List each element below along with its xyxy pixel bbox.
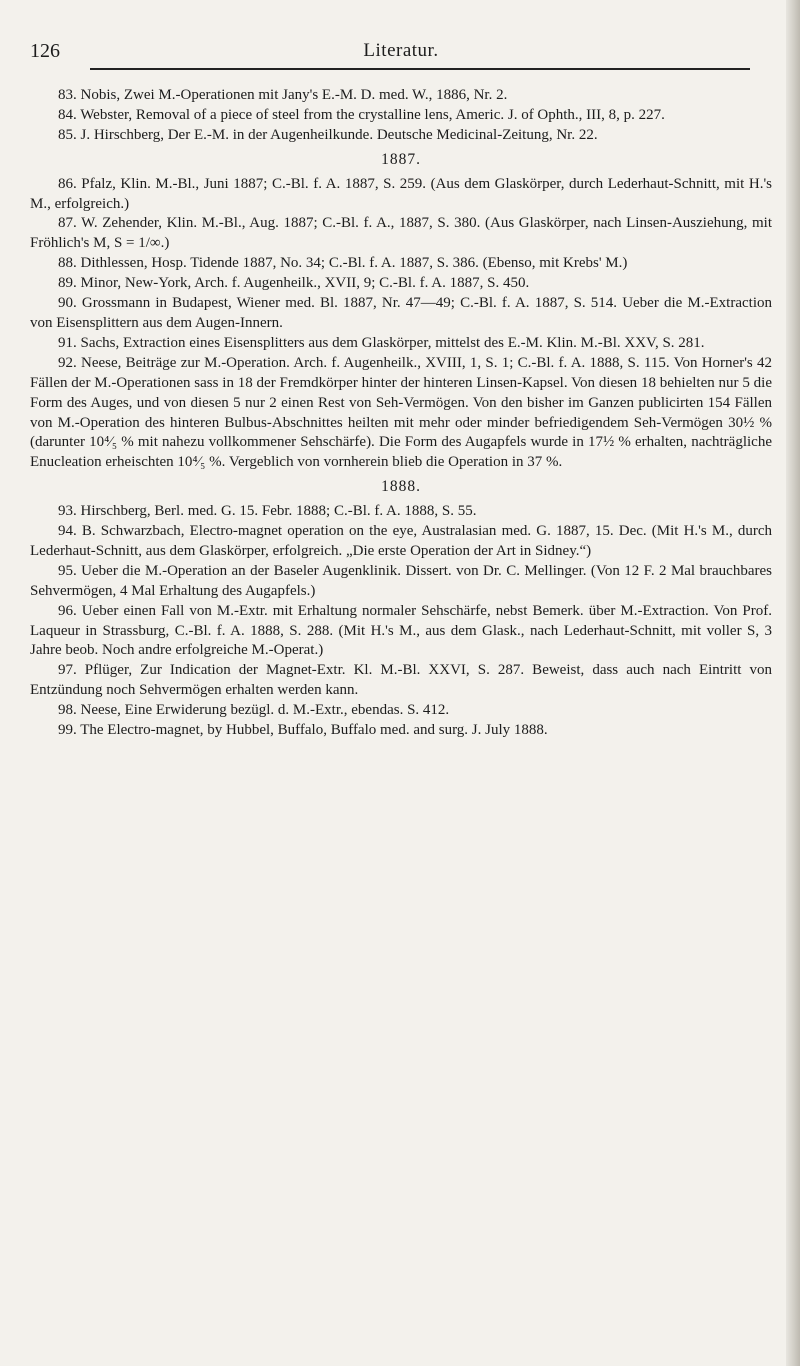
bibliography-entry: 99. The Electro-magnet, by Hubbel, Buffalo, Buffalo med. and surg. J. July 1888.	[58, 722, 548, 739]
bibliography-entry: 95. Ueber die M.-Operation an der Baseler Augenklinik. Dissert. von Dr. C. Mellinger. (Von 12 F. 2 Mal brauchbares Sehvermögen, 4 Mal Erhaltung des Augapfels.)	[30, 562, 772, 599]
bibliography-entry: 98. Neese, Eine Erwiderung bezügl. d. M.-Extr., ebendas. S. 412.	[58, 702, 450, 719]
bibliography-entry: 89. Minor, New-York, Arch. f. Augenheilk., XVII, 9; C.-Bl. f. A. 1887, S. 450.	[58, 275, 530, 292]
bibliography-entry: 97. Pflüger, Zur Indication der Magnet-Extr. Kl. M.-Bl. XXVI, S. 287. Beweist, dass auch nach Eintritt von Entzündung noch Sehvermögen erhalten werden kann.	[30, 662, 772, 699]
bibliography-entry: 84. Webster, Removal of a piece of steel from the crystalline lens, Americ. J. of Ophth., III, 8, p. 227.	[58, 106, 665, 123]
bibliography-entry: 85. J. Hirschberg, Der E.-M. in der Augenheilkunde. Deutsche Medicinal-Zeitung, Nr. 22.	[58, 126, 598, 143]
year-section	[30, 477, 772, 741]
bibliography-entry: 92. Neese, Beiträge zur M.-Operation. Arch. f. Augenheilk., XVIII, 1, S. 1; C.-Bl. f. A. 1888, S. 115. Von Horner's 42 Fällen der M.-Operationen sass in 18 der Fremdkörper hinter der hinteren Linsen-Kapsel. Von diesen 18 behielten nur 5 die Form des Auges, und von diesen 5 nur 2 einen Rest von Seh-Vermögen. Von den bisher im Ganzen publicirten 154 Fällen von M.-Operation des hinteren Bulbus-Abschnittes heilten mit mehr oder minder befriedigendem Seh-Vermögen 30½ % (darunter 10⁴⁄₅ % mit nahezu vollkommener Sehschärfe). Die Form des Augapfels wurde in 17½ % erhalten, nachträgliche Enucleation erheischten 10⁴⁄₅ %. Vergeblich von vornherein blieb die Operation in 37 %.	[30, 354, 772, 471]
header-rule	[90, 68, 750, 70]
page-edge-shadow	[786, 0, 800, 1366]
page-number: 126	[30, 40, 60, 62]
bibliography-entry: 87. W. Zehender, Klin. M.-Bl., Aug. 1887; C.-Bl. f. A., 1887, S. 380. (Aus Glaskörper, nach Linsen-Ausziehung, mit Fröhlich's M, S = 1/∞.)	[30, 215, 772, 252]
bibliography-entry: 90. Grossmann in Budapest, Wiener med. Bl. 1887, Nr. 47—49; C.-Bl. f. A. 1887, S. 514. Ueber die M.-Extraction von Eisensplittern aus dem Augen-Innern.	[30, 295, 772, 331]
year-section	[30, 86, 772, 146]
year-heading: 1887.	[381, 150, 421, 168]
page-header	[30, 40, 772, 70]
bibliography-entry: 83. Nobis, Zwei M.-Operationen mit Jany's E.-M. D. med. W., 1886, Nr. 2.	[58, 87, 508, 103]
bibliography-entry: 91. Sachs, Extraction eines Eisensplitters aus dem Glaskörper, mittelst des E.-M. Klin. M.-Bl. XXV, S. 281.	[58, 334, 705, 351]
bibliography-entry: 94. B. Schwarzbach, Electro-magnet operation on the eye, Australasian med. G. 1887, 15. Dec. (Mit H.'s M., durch Lederhaut-Schnitt, aus dem Glaskörper, erfolgreich. „Die erste Operation der Art in Sidney.“)	[30, 523, 772, 559]
bibliography-entry: 86. Pfalz, Klin. M.-Bl., Juni 1887; C.-Bl. f. A. 1887, S. 259. (Aus dem Glaskörper, durch Lederhaut-Schnitt, mit H.'s M., erfolgreich.)	[30, 175, 772, 212]
bibliography-entry: 93. Hirschberg, Berl. med. G. 15. Febr. 1888; C.-Bl. f. A. 1888, S. 55.	[58, 503, 477, 520]
bibliography-entry: 96. Ueber einen Fall von M.-Extr. mit Erhaltung normaler Sehschärfe, nebst Bemerk. über M.-Extraction. Von Prof. Laqueur in Strassburg, C.-Bl. f. A. 1888, S. 288. (Mit H.'s M., aus dem Glask., nach Lederhaut-Schnitt, mit voller S, 3 Jahre beob. Noch andre erfolgreiche M.-Operat.)	[30, 602, 772, 659]
book-page	[30, 0, 772, 1366]
running-title: Literatur.	[363, 40, 439, 61]
year-section	[30, 150, 772, 474]
year-heading: 1888.	[381, 478, 421, 496]
bibliography-list	[30, 86, 772, 741]
bibliography-entry: 88. Dithlessen, Hosp. Tidende 1887, No. 34; C.-Bl. f. A. 1887, S. 386. (Ebenso, mit Krebs' M.)	[58, 255, 628, 272]
